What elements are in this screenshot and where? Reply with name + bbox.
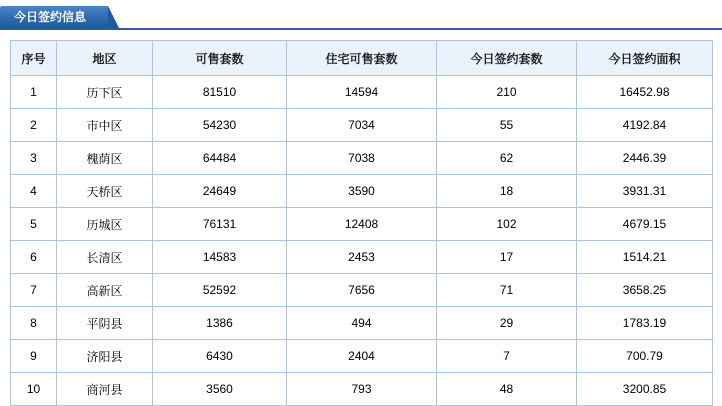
cell-district: 商河县 bbox=[57, 373, 153, 406]
cell-index: 9 bbox=[11, 340, 57, 373]
cell-today-signed-units: 55 bbox=[437, 109, 577, 142]
cell-available-units: 1386 bbox=[153, 307, 287, 340]
today-signing-table bbox=[10, 40, 713, 406]
cell-index: 6 bbox=[11, 241, 57, 274]
cell-available-units: 54230 bbox=[153, 109, 287, 142]
table-row bbox=[11, 76, 713, 109]
cell-today-signed-units: 71 bbox=[437, 274, 577, 307]
cell-today-signed-units: 102 bbox=[437, 208, 577, 241]
cell-residential-available-units: 793 bbox=[287, 373, 437, 406]
cell-today-signed-units: 7 bbox=[437, 340, 577, 373]
cell-today-signed-area: 4679.15 bbox=[577, 208, 713, 241]
cell-available-units: 24649 bbox=[153, 175, 287, 208]
table-container bbox=[0, 30, 722, 406]
cell-index: 1 bbox=[11, 76, 57, 109]
cell-today-signed-units: 18 bbox=[437, 175, 577, 208]
cell-district: 历城区 bbox=[57, 208, 153, 241]
cell-today-signed-area: 3658.25 bbox=[577, 274, 713, 307]
cell-available-units: 64484 bbox=[153, 142, 287, 175]
cell-district: 历下区 bbox=[57, 76, 153, 109]
cell-available-units: 3560 bbox=[153, 373, 287, 406]
cell-available-units: 14583 bbox=[153, 241, 287, 274]
cell-district: 济阳县 bbox=[57, 340, 153, 373]
table-header-row bbox=[11, 41, 713, 76]
column-header-index: 序号 bbox=[11, 41, 57, 76]
cell-residential-available-units: 2453 bbox=[287, 241, 437, 274]
cell-index: 3 bbox=[11, 142, 57, 175]
cell-residential-available-units: 3590 bbox=[287, 175, 437, 208]
cell-today-signed-area: 2446.39 bbox=[577, 142, 713, 175]
cell-residential-available-units: 2404 bbox=[287, 340, 437, 373]
cell-today-signed-units: 62 bbox=[437, 142, 577, 175]
cell-today-signed-area: 1514.21 bbox=[577, 241, 713, 274]
cell-district: 市中区 bbox=[57, 109, 153, 142]
cell-district: 长清区 bbox=[57, 241, 153, 274]
cell-district: 天桥区 bbox=[57, 175, 153, 208]
table-row bbox=[11, 373, 713, 406]
table-row bbox=[11, 142, 713, 175]
cell-today-signed-area: 3200.85 bbox=[577, 373, 713, 406]
column-header-district: 地区 bbox=[57, 41, 153, 76]
cell-available-units: 76131 bbox=[153, 208, 287, 241]
cell-district: 槐荫区 bbox=[57, 142, 153, 175]
column-header-today-signed-units: 今日签约套数 bbox=[437, 41, 577, 76]
cell-district: 平阴县 bbox=[57, 307, 153, 340]
cell-residential-available-units: 7038 bbox=[287, 142, 437, 175]
cell-index: 8 bbox=[11, 307, 57, 340]
table-row bbox=[11, 109, 713, 142]
cell-today-signed-area: 16452.98 bbox=[577, 76, 713, 109]
cell-today-signed-units: 17 bbox=[437, 241, 577, 274]
cell-available-units: 6430 bbox=[153, 340, 287, 373]
cell-available-units: 52592 bbox=[153, 274, 287, 307]
cell-today-signed-area: 4192.84 bbox=[577, 109, 713, 142]
table-body bbox=[11, 76, 713, 406]
table-header bbox=[11, 41, 713, 76]
cell-index: 5 bbox=[11, 208, 57, 241]
cell-residential-available-units: 14594 bbox=[287, 76, 437, 109]
cell-index: 2 bbox=[11, 109, 57, 142]
table-row bbox=[11, 307, 713, 340]
cell-today-signed-area: 1783.19 bbox=[577, 307, 713, 340]
cell-index: 7 bbox=[11, 274, 57, 307]
cell-residential-available-units: 7656 bbox=[287, 274, 437, 307]
cell-district: 高新区 bbox=[57, 274, 153, 307]
table-row bbox=[11, 175, 713, 208]
cell-residential-available-units: 12408 bbox=[287, 208, 437, 241]
cell-today-signed-area: 3931.31 bbox=[577, 175, 713, 208]
header-bar bbox=[0, 0, 722, 30]
cell-today-signed-units: 29 bbox=[437, 307, 577, 340]
tab-label: 今日签约信息 bbox=[14, 10, 87, 24]
cell-residential-available-units: 7034 bbox=[287, 109, 437, 142]
cell-index: 4 bbox=[11, 175, 57, 208]
cell-today-signed-area: 700.79 bbox=[577, 340, 713, 373]
table-row bbox=[11, 208, 713, 241]
table-row bbox=[11, 274, 713, 307]
cell-residential-available-units: 494 bbox=[287, 307, 437, 340]
column-header-today-signed-area: 今日签约面积 bbox=[577, 41, 713, 76]
cell-index: 10 bbox=[11, 373, 57, 406]
table-row bbox=[11, 340, 713, 373]
column-header-residential-available-units: 住宅可售套数 bbox=[287, 41, 437, 76]
tab-today-signing[interactable] bbox=[0, 6, 108, 28]
cell-today-signed-units: 48 bbox=[437, 373, 577, 406]
cell-today-signed-units: 210 bbox=[437, 76, 577, 109]
table-row bbox=[11, 241, 713, 274]
column-header-available-units: 可售套数 bbox=[153, 41, 287, 76]
cell-available-units: 81510 bbox=[153, 76, 287, 109]
